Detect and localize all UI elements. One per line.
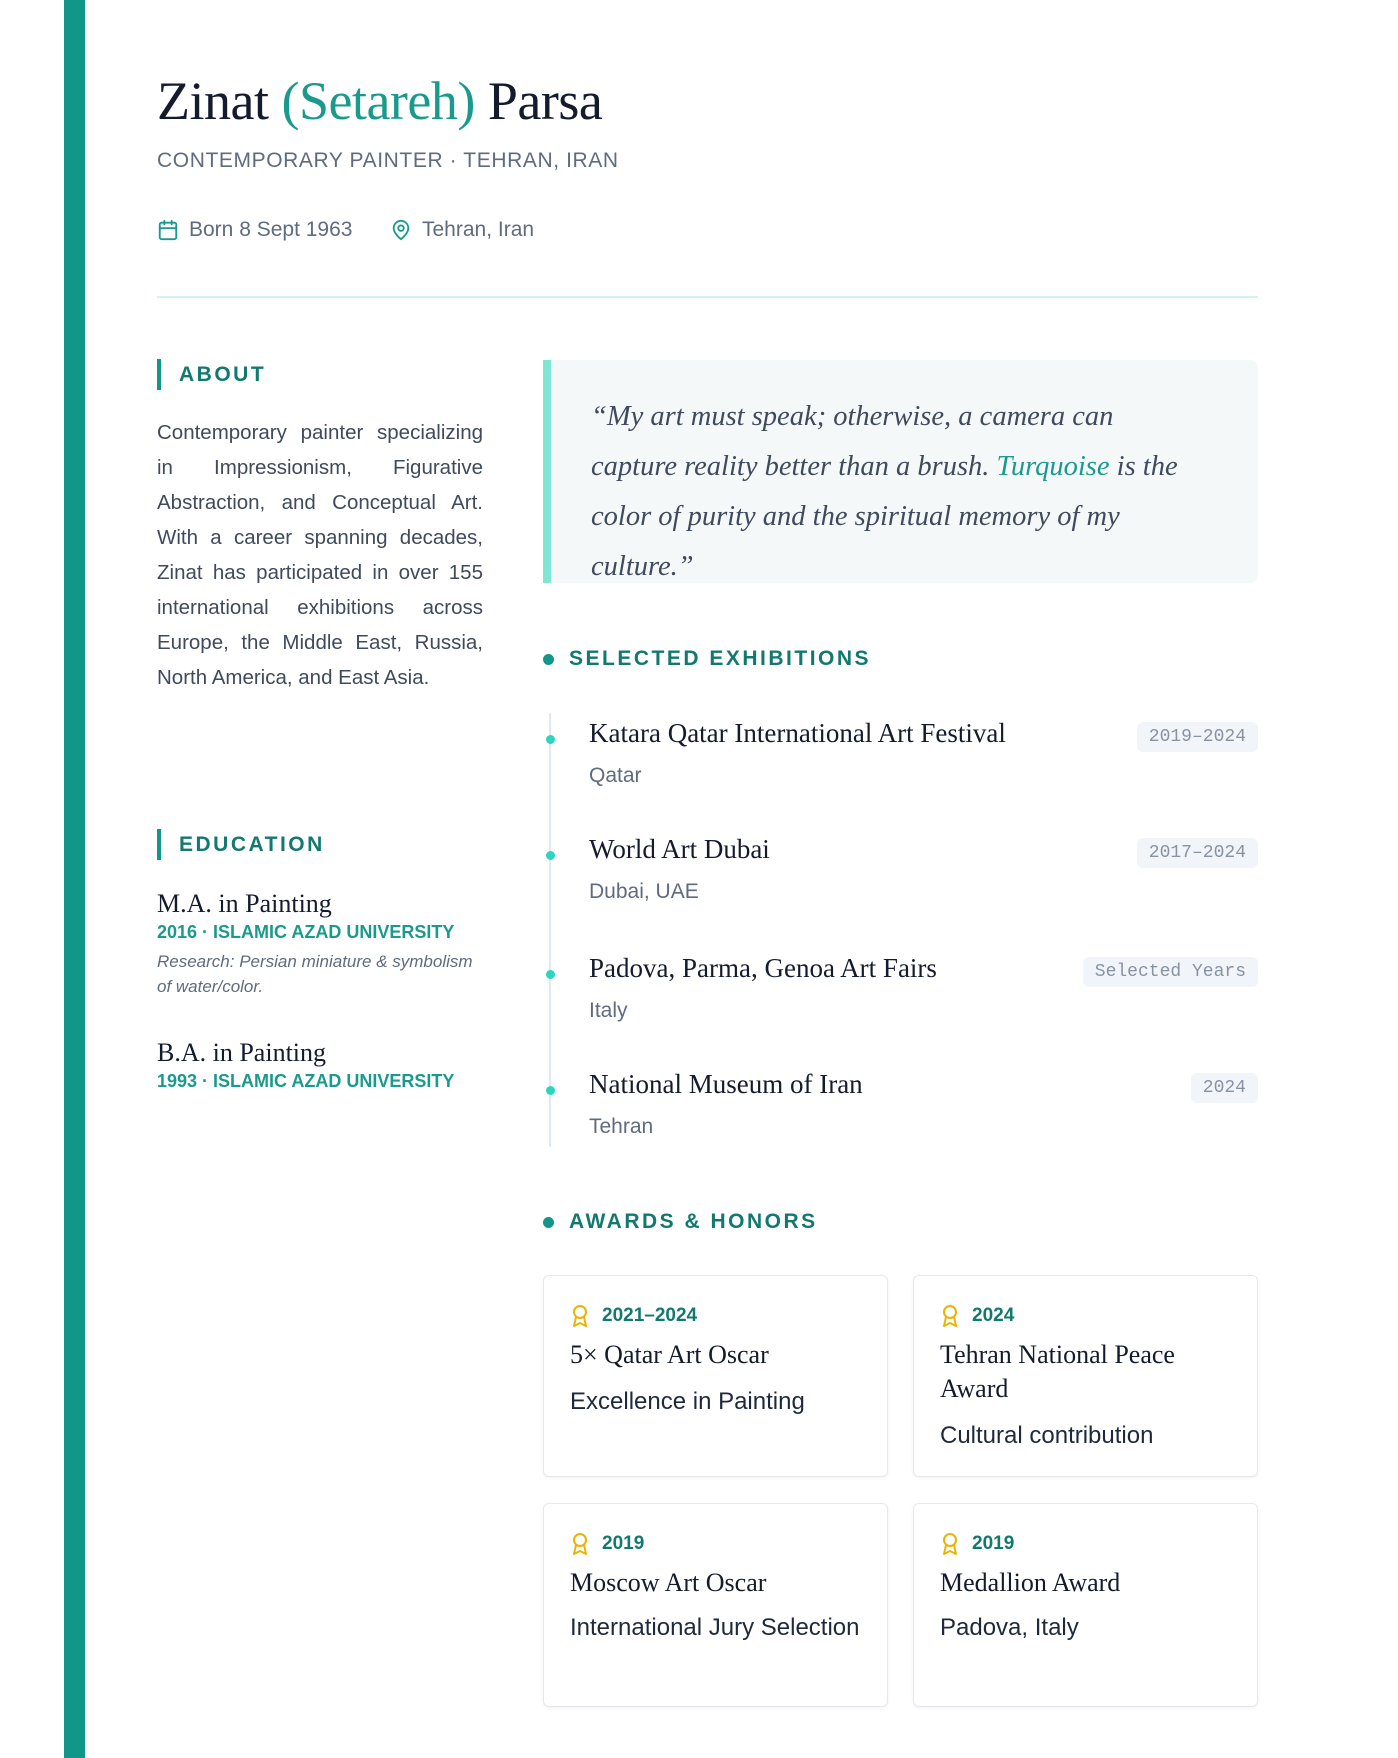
education-school: 1993 · ISLAMIC AZAD UNIVERSITY bbox=[157, 1071, 455, 1091]
award-title: Medallion Award bbox=[940, 1568, 1121, 1597]
born-meta bbox=[157, 218, 352, 242]
award-ribbon-icon bbox=[940, 1304, 960, 1328]
accent-bar bbox=[64, 0, 85, 1758]
award-card bbox=[543, 1503, 888, 1707]
education-item bbox=[157, 1037, 487, 1092]
award-year-label: 2019 bbox=[602, 1533, 645, 1554]
award-year bbox=[570, 1532, 644, 1556]
section-dot bbox=[543, 654, 554, 665]
timeline-dot bbox=[546, 970, 555, 979]
quote-text bbox=[591, 392, 1191, 592]
award-ribbon-icon bbox=[570, 1304, 590, 1328]
exhibition-years-badge: 2017–2024 bbox=[1137, 838, 1258, 868]
born-text: Born 8 Sept 1963 bbox=[189, 218, 353, 241]
award-desc: Padova, Italy bbox=[940, 1614, 1079, 1641]
calendar-icon bbox=[157, 219, 179, 241]
quote-block bbox=[543, 360, 1258, 583]
award-year bbox=[940, 1304, 1014, 1328]
award-desc: Cultural contribution bbox=[940, 1422, 1154, 1449]
exhibitions-heading bbox=[543, 647, 871, 671]
award-year-label: 2021–2024 bbox=[602, 1305, 698, 1326]
award-card bbox=[913, 1503, 1258, 1707]
award-year-label: 2024 bbox=[972, 1305, 1015, 1326]
timeline-dot bbox=[546, 851, 555, 860]
exhibition-item bbox=[543, 953, 1258, 1033]
award-desc: Excellence in Painting bbox=[570, 1388, 805, 1415]
award-card bbox=[913, 1275, 1258, 1477]
exhibition-item bbox=[543, 1069, 1258, 1149]
location-text: Tehran, Iran bbox=[422, 218, 535, 241]
exhibition-place: Tehran bbox=[589, 1115, 654, 1138]
exhibition-title: World Art Dubai bbox=[589, 834, 770, 864]
awards-heading bbox=[543, 1210, 818, 1234]
education-degree: B.A. in Painting bbox=[157, 1038, 327, 1067]
exhibitions-heading-label: SELECTED EXHIBITIONS bbox=[569, 647, 872, 670]
timeline-dot bbox=[546, 735, 555, 744]
award-year-label: 2019 bbox=[972, 1533, 1015, 1554]
section-dot bbox=[543, 1217, 554, 1228]
education-item bbox=[157, 888, 487, 999]
timeline-dot bbox=[546, 1086, 555, 1095]
award-ribbon-icon bbox=[940, 1532, 960, 1556]
exhibition-title: Padova, Parma, Genoa Art Fairs bbox=[589, 953, 937, 983]
header-divider bbox=[157, 296, 1258, 298]
award-year bbox=[940, 1532, 1014, 1556]
education-heading: EDUCATION bbox=[157, 829, 325, 860]
quote-part: is the color of purity and the spiritual memory of my culture.” bbox=[591, 451, 1178, 582]
quote-part: “My art must speak; otherwise, a camera can capture reality better than a brush. bbox=[591, 401, 1114, 482]
name-last: Parsa bbox=[487, 71, 603, 131]
exhibition-years-badge: 2024 bbox=[1191, 1073, 1258, 1103]
exhibition-place: Italy bbox=[589, 999, 628, 1022]
education-degree: M.A. in Painting bbox=[157, 889, 332, 918]
exhibition-item bbox=[543, 718, 1258, 798]
exhibition-item bbox=[543, 834, 1258, 914]
subtitle: CONTEMPORARY PAINTER · TEHRAN, IRAN bbox=[157, 149, 619, 172]
exhibition-title: Katara Qatar International Art Festival bbox=[589, 718, 1006, 748]
exhibition-title: National Museum of Iran bbox=[589, 1069, 863, 1099]
award-title: Tehran National Peace Award bbox=[940, 1340, 1175, 1403]
award-title: 5× Qatar Art Oscar bbox=[570, 1340, 769, 1369]
award-card bbox=[543, 1275, 888, 1477]
awards-heading-label: AWARDS & HONORS bbox=[569, 1210, 818, 1233]
quote-highlight: Turquoise bbox=[996, 451, 1110, 482]
exhibition-years-badge: 2019–2024 bbox=[1137, 722, 1258, 752]
award-ribbon-icon bbox=[570, 1532, 590, 1556]
about-heading: ABOUT bbox=[157, 359, 266, 390]
education-note: Research: Persian miniature & symbolism of water/color. bbox=[157, 952, 473, 996]
name-first: Zinat bbox=[157, 71, 269, 131]
exhibition-place: Dubai, UAE bbox=[589, 880, 699, 903]
page-title bbox=[157, 70, 602, 132]
award-desc: International Jury Selection bbox=[570, 1614, 860, 1641]
award-year bbox=[570, 1304, 697, 1328]
location-meta bbox=[390, 218, 534, 242]
exhibition-place: Qatar bbox=[589, 764, 642, 787]
map-pin-icon bbox=[390, 219, 412, 241]
about-text: Contemporary painter specializing in Impressionism, Figurative Abstraction, and Conceptual Art. With a career spanning decades, Zinat has participated in over 155 international exhibitions across Europe, the Middle East, Russia, North America, and East Asia. bbox=[157, 421, 483, 689]
exhibition-years-badge: Selected Years bbox=[1083, 957, 1258, 987]
name-middle: (Setareh) bbox=[281, 71, 475, 131]
award-title: Moscow Art Oscar bbox=[570, 1568, 767, 1597]
education-school: 2016 · ISLAMIC AZAD UNIVERSITY bbox=[157, 922, 455, 942]
